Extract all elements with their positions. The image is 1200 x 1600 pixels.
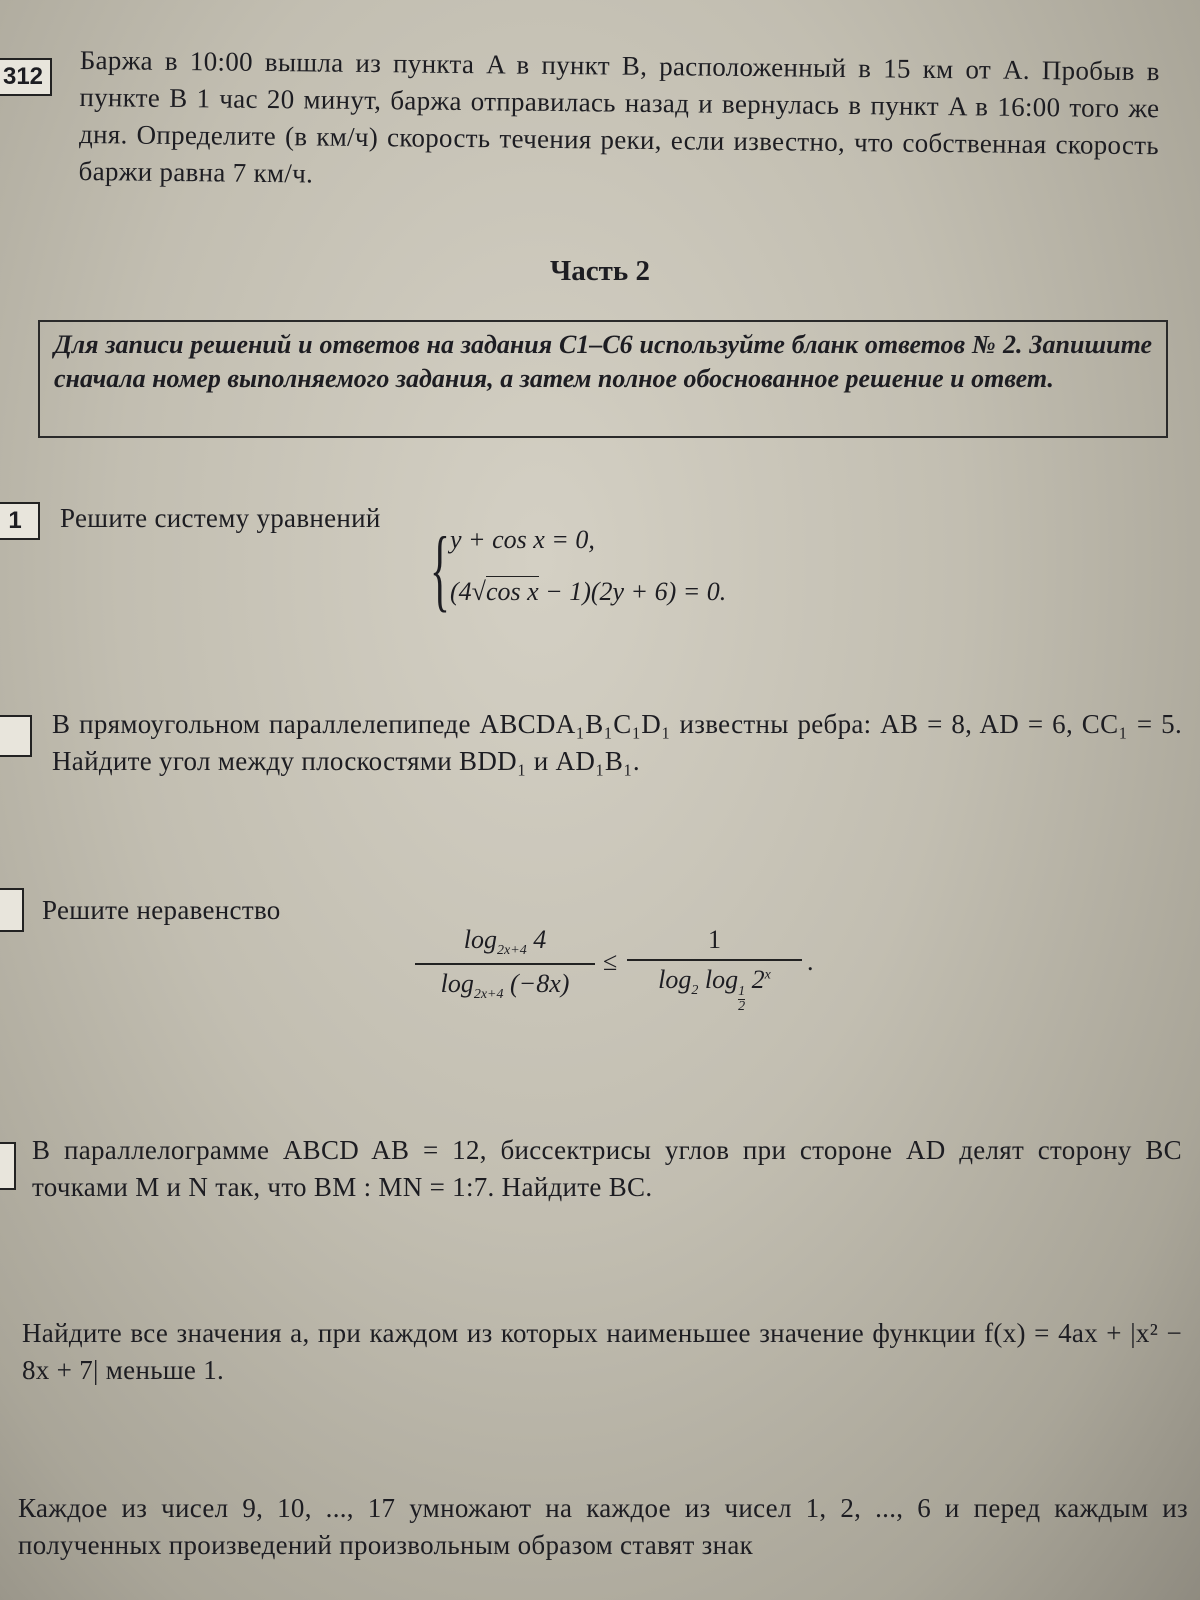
half-numerator: 1: [738, 984, 746, 999]
task-c1-number-box: [0, 502, 40, 540]
right-den-power-exp: x: [764, 967, 771, 983]
instruction-box: Для записи решений и ответов на задания С1–С6 используйте бланк ответов № 2. Запишите сначала номер выполняемого задания, а затем полное обоснованное решение и ответ.: [38, 320, 1168, 438]
left-fraction-numerator: [415, 925, 595, 959]
inequality-sign: ≤: [603, 947, 618, 976]
right-den-log-1: log: [658, 965, 692, 994]
left-den-log: log: [440, 969, 474, 999]
right-den-power-base: 2: [745, 965, 765, 994]
system-eq-2-part-b: − 1)(2y + 6) = 0.: [538, 577, 727, 606]
task-c1-number: 1: [8, 507, 22, 534]
half-denominator: 2: [738, 999, 746, 1014]
right-den-log-2: log: [698, 965, 739, 994]
right-den-base-1: 2: [691, 983, 699, 999]
right-fraction-bar: [627, 959, 802, 961]
task-c4-number-box: [0, 1142, 16, 1190]
left-num-log: log: [463, 925, 498, 954]
system-eq-2-radicand: cos x: [485, 577, 539, 606]
left-fraction-denominator: [415, 969, 595, 1003]
task-312-number: 312: [2, 63, 44, 90]
left-num-arg: 4: [526, 925, 547, 954]
left-fraction: [415, 925, 595, 1003]
inequality-end: .: [807, 947, 814, 976]
task-c2-text: В прямоугольном параллелепипеде ABCDA₁B₁C₁D₁ известны ребра: AB = 8, AD = 6, CC₁ = 5. Найдите угол между плоскостями BDD₁ и AD₁B₁.: [52, 709, 1182, 776]
task-c1-system: [430, 518, 790, 625]
task-c3-inequality: [415, 925, 815, 1055]
system-eq-1-text: y + cos x = 0,: [450, 525, 595, 554]
system-brace: {: [430, 518, 450, 620]
right-fraction: [627, 925, 802, 1014]
sqrt-icon: √: [471, 577, 486, 606]
task-c2-number-box: [0, 715, 32, 757]
system-eq-2: [450, 577, 726, 607]
task-312-text: Баржа в 10:00 вышла из пункта A в пункт B, расположенный в 15 км от A. Пробыв в пункте B 1 час 20 минут, баржа отправилась назад и вернулась в пункт A в 16:00 того же дня. Определите (в км/ч) скорость течения реки, если известно, что собственная скорость баржи равна 7 км/ч.: [78, 44, 1160, 189]
task-c4-text: В параллелограмме ABCD AB = 12, биссектрисы углов при стороне AD делят сторону BC точками M и N так, что BM : MN = 1:7. Найдите BC.: [32, 1135, 1182, 1202]
task-c5-text: Найдите все значения a, при каждом из которых наименьшее значение функции f(x) = 4ax + |x² − 8x + 7| меньше 1.: [22, 1318, 1182, 1385]
task-c6-text: Каждое из чисел 9, 10, ..., 17 умножают на каждое из чисел 1, 2, ..., 6 и перед каждым из полученных произведений произвольным образом ставят знак: [18, 1493, 1188, 1560]
task-312-number-box: [0, 58, 52, 96]
task-c3-prompt: Решите неравенство: [42, 895, 281, 925]
task-c1-prompt: Решите систему уравнений: [60, 503, 381, 533]
system-eq-1: [450, 525, 595, 555]
left-den-base: 2x+4: [473, 987, 504, 1003]
task-c3-number-box: [0, 888, 24, 932]
right-fraction-denominator: [627, 965, 802, 1014]
part-heading: Часть 2: [550, 255, 650, 287]
right-fraction-numerator: 1: [708, 925, 721, 954]
left-den-arg: (−8x): [503, 969, 570, 999]
left-fraction-bar: [415, 963, 595, 965]
left-num-base: 2x+4: [497, 943, 527, 959]
system-eq-2-part-a: (4: [450, 577, 472, 606]
